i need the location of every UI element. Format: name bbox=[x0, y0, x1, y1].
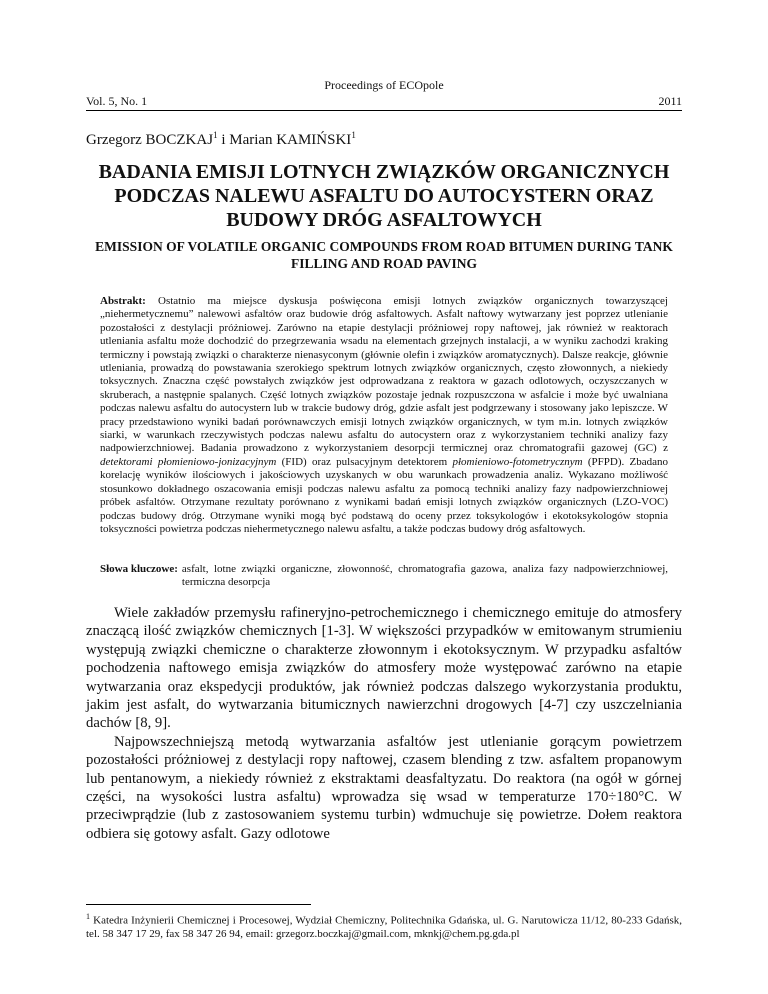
author-2-affiliation-marker: 1 bbox=[351, 130, 356, 140]
affiliation-footnote bbox=[86, 910, 682, 941]
footnote-marker: 1 bbox=[86, 912, 90, 921]
abstract-text-1: Ostatnio ma miejsce dyskusja poświęcona emisji lotnych związków organicznych towarzyszącej „niehermetycznemu” nalewowi asfaltów oraz budowie dróg asfaltowych. Asfalt naftowy wytwarzany jest poprzez utlenianie pozostałości z destylacji próżniowej. Zarówno na etapie destylacji próżniowej ropy naftowej, jak również w reaktorach utleniania asfaltu może dochodzić do przegrzewania wsadu na elementach grzejnych instalacji, a w wyniku zachodzi kraking termiczny i powstają związki o charakterze nienasyconym (głównie olefin i związków aromatycznych). Dalsze reakcje, głównie utleniania, prowadzą do powstawania szerokiego spektrum lotnych związków organicznych, często złowonnych, a niekiedy toksycznych. Znaczna część powstałych związków jest odprowadzana z reaktora w gazach odlotowych, oczyszczanych w skruberach, a następnie spalanych. Część lotnych związków pozostaje jednak rozpuszczona w asfalcie i może być uwalniana podczas nalewu asfaltu do autocystern lub w trakcie budowy dróg, gdzie asfalt jest podgrzewany i stosowany jako lepiszcze. W pracy przedstawiono wyniki badań porównawczych emisji lotnych związków organicznych, w tym m.in. lotnych związków siarki, w warunkach rzeczywistych podczas nalewu asfaltu do autocystern oraz z wykorzystaniem techniki analizy fazy nadpowierzchniowej. Badania prowadzono z wykorzystaniem desorpcji termicznej oraz chromatografii gazowej (GC) z bbox=[100, 295, 668, 455]
abstract-pfpd-term: płomieniowo-fotometrycznym bbox=[452, 455, 583, 468]
footnote-rule bbox=[86, 904, 311, 905]
body-paragraph-1: Wiele zakładów przemysłu rafineryjno-petrochemicznego i chemicznego emituje do atmosfery znaczącą ilość związków chemicznych [1-3]. W większości przypadków w emitowanym strumieniu występują związki chemiczne o charakterze złowonnym i ekotoksycznym. W przypadku asfaltów pochodzenia naftowego emisja związków do atmosfery może występować zarówno na etapie wytwarzania oraz ekspedycji produktów, jak również podczas dalszego wykorzystania produktu, jakim jest asfalt, do wytwarzania bitumicznych nawierzchni drogowych [4-7] czy uszczelniania dachów [8, 9]. bbox=[86, 605, 682, 732]
header-rule bbox=[86, 110, 682, 111]
body-text bbox=[86, 604, 682, 843]
footnote-text: Katedra Inżynierii Chemicznej i Procesowej, Wydział Chemiczny, Politechnika Gdańska, ul. G. Narutowicza 11/12, 80-233 Gdańsk, tel. 58 347 17 29, fax 58 347 26 94, email: grzegorz.boczkaj@gmail.com, mknkj@chem.pg.gda.pl bbox=[86, 914, 682, 941]
body-paragraph-2: Najpowszechniejszą metodą wytwarzania asfaltów jest utlenianie gorącym powietrzem pozostałości próżniowej z destylacji ropy naftowej, czasem blending z tzw. asfaltem propanowym lub pentanowym, a niekiedy również z ekstraktami deasfaltyzatu. Do reaktora (na ogół w górnej części, na wysokości lustra asfaltu) wprowadza się wsad w temperaturze 170÷180°C. W przeciwprądzie (lub z zastosowaniem systemu turbin) wdmuchuje się powietrze. Dołem reaktora odbiera się gotowy asfalt. Gazy odlotowe bbox=[86, 733, 682, 842]
keywords-text: asfalt, lotne związki organiczne, złowonność, chromatografia gazowa, analiza fazy nadpowierzchniowej, termiczna desorpcja bbox=[181, 563, 668, 589]
paper-title-english: EMISSION OF VOLATILE ORGANIC COMPOUNDS FROM ROAD BITUMEN DURING TANK FILLING AND ROAD PAVING bbox=[95, 239, 673, 271]
paper-title-polish: BADANIA EMISJI LOTNYCH ZWIĄZKÓW ORGANICZNYCH PODCZAS NALEWU ASFALTU DO AUTOCYSTERN ORAZ BUDOWY DRÓG ASFALTOWYCH bbox=[98, 161, 670, 231]
keywords-label: Słowa kluczowe: bbox=[100, 563, 178, 575]
volume-line bbox=[86, 94, 682, 109]
author-2-name: Marian KAMIŃSKI bbox=[229, 132, 352, 148]
author-line bbox=[86, 130, 356, 149]
abstract-text-3: (PFPD). Zbadano korelację wyników ilościowych i jakościowych uzyskanych w obu warunkach prowadzenia analiz. Wykazano możliwość stosunkowo dokładnego oszacowania emisji podczas nalewu asfaltu za pomocą techniki analizy fazy nadpowierzchniowej próbek asfaltów. Otrzymane rezultaty porównano z wynikami badań emisji lotnych związków organicznych (LZO-VOC) podczas budowy dróg. Otrzymane wyniki mogą być podstawą do oceny przez toksykologów i ekotoksykologów stopnia toksyczności powietrza podczas niehermetycznego nalewu asfaltu, a także podczas budowy dróg asfaltowych. bbox=[100, 455, 669, 535]
author-connector: i bbox=[217, 132, 230, 148]
author-1-affiliation-marker: 1 bbox=[213, 130, 218, 140]
author-1-name: Grzegorz BOCZKAJ bbox=[86, 132, 214, 148]
abstract-label: Abstrakt: bbox=[100, 295, 146, 307]
running-header: Proceedings of ECOpole bbox=[324, 78, 444, 92]
publication-year: 2011 bbox=[658, 94, 682, 108]
abstract-fid-term: detektorami płomieniowo-jonizacyjnym bbox=[100, 455, 277, 468]
keywords bbox=[100, 563, 668, 590]
abstract-text-2: (FID) oraz pulsacyjnym detektorem bbox=[276, 455, 453, 468]
volume-number: Vol. 5, No. 1 bbox=[86, 94, 148, 108]
abstract bbox=[100, 295, 668, 536]
